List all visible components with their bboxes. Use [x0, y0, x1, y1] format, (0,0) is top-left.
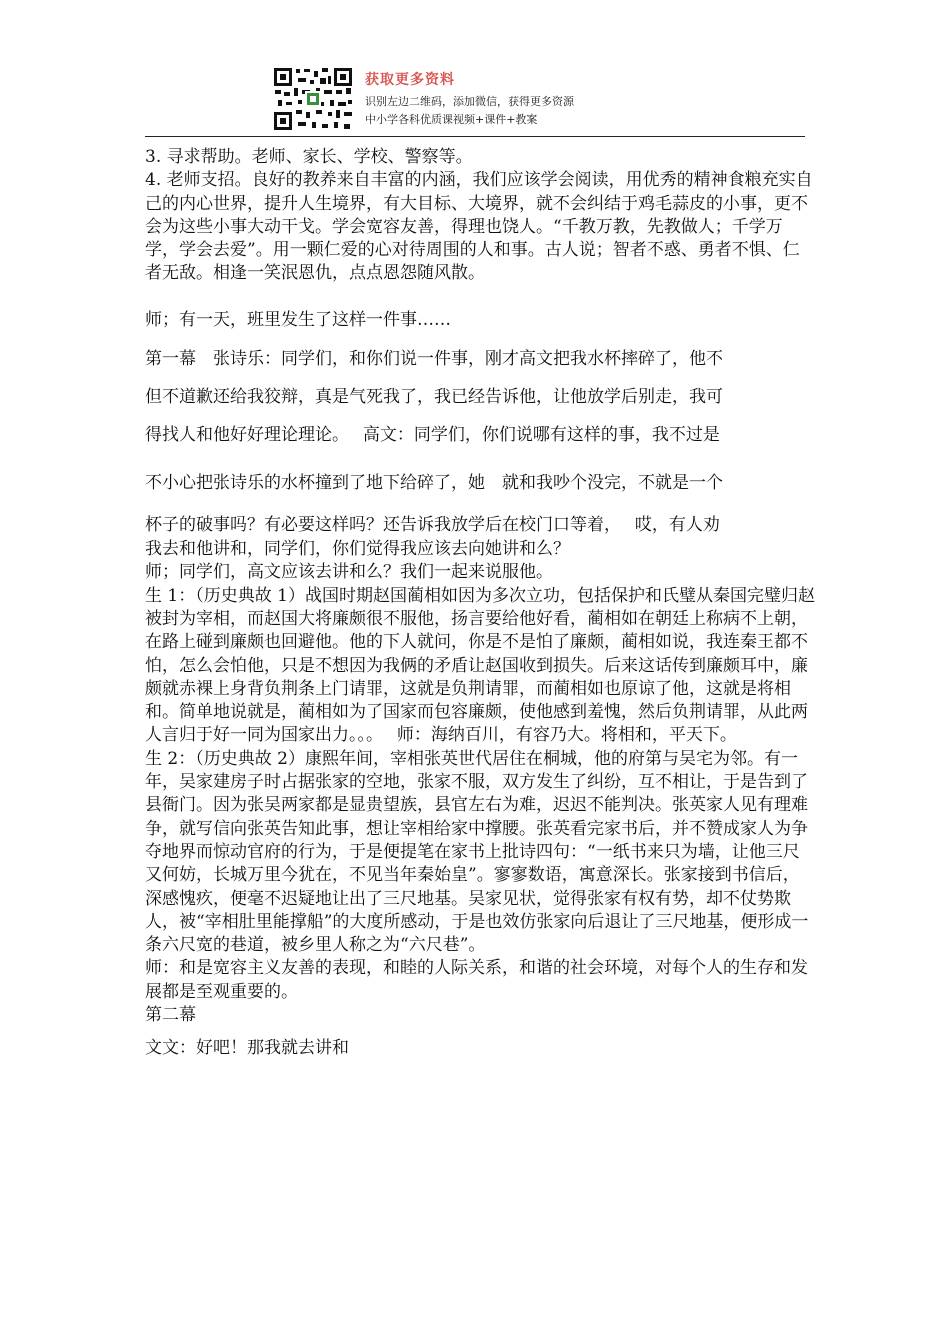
scene1-line5: 杯子的破事吗？有必要这样吗？还告诉我放学后在校门口等着， 哎，有人劝 [145, 515, 720, 536]
scene1-line4: 不小心把张诗乐的水杯撞到了地下给碎了，她 就和我吵个没完，不就是一个 [145, 473, 723, 494]
paragraph-teacher-summary: 师：和是宽容主义友善的表现，和睦的人际关系，和谐的社会环境，对每个人的生存和发展都是至观重要的。 [145, 958, 808, 1002]
document-body [145, 146, 815, 1061]
qr-code-icon[interactable] [272, 66, 354, 132]
header-subtitle: 识别左边二维码，添加微信，获得更多资源 [365, 95, 574, 108]
paragraph-student2-story: 生 2：（历史典故 2）康熙年间，宰相张英世代居住在桐城，他的府第与吴宅为邻。有一年，吴家建房子时占据张家的空地，张家不服，双方发生了纠纷，互不相让，于是告到了县衙门。因为张吴两家都是显贵望族，县官左右为难，迟迟不能判决。张英家人见有理难争，就写信向张英告知此事，想让宰相给家中撑腰。张英看完家书后，并不赞成家人为争夺地界而惊动官府的行为，于是便提笔在家书上批诗四句：“一纸书来只为墙，让他三尺又何妨，长城万里今犹在，不见当年秦始皇”。寥寥数语，寓意深长。张家接到书信后，深感愧疚，便毫不迟疑地让出了三尺地基。吴家见状，觉得张家有权有势，却不仗势欺人，被“宰相肚里能撑船”的大度所感动，于是也效仿张家向后退让了三尺地基，便形成一条六尺宽的巷道，被乡里人称之为“六尺巷”。 [145, 748, 809, 956]
page-header [145, 64, 805, 136]
paragraph-seek-help: 3. 寻求帮助。老师、家长、学校、警察等。 [145, 147, 473, 167]
scene1-line1: 第一幕 张诗乐：同学们，和你们说一件事，刚才高文把我水杯摔碎了，他不 [145, 349, 723, 370]
scene1-line3: 得找人和他好好理论理论。 高文：同学们，你们说哪有这样的事，我不过是 [145, 425, 720, 446]
paragraph-student1-story: 生 1：（历史典故 1）战国时期赵国蔺相如因为多次立功，包括保护和氏璧从秦国完璧归赵被封为宰相，而赵国大将廉颇很不服他，扬言要给他好看，蔺相如在朝廷上称病不上朝，在路上碰到廉颇也回避他。他的下人就问，你是不是怕了廉颇，蔺相如说，我连秦王都不怕，怎么会怕他，只是不想因为我俩的矛盾让赵国收到损失。后来这话传到廉颇耳中，廉颇就赤裸上身背负荆条上门请罪，这就是负荆请罪，而蔺相如也原谅了他，这就是将相和。简单地说就是，蔺相如为了国家而包容廉颇，使他感到羞愧，然后负荆请罪，从此两人言归于好一同为国家出力。。。 师：海纳百川，有容乃大。将相和，平天下。 [145, 585, 815, 746]
paragraph-wenwen: 文文：好吧！那我就去讲和 [145, 1038, 349, 1059]
scene-one [145, 340, 815, 538]
paragraph-teacher-question: 师；同学们，高文应该去讲和么？我们一起来说服他。 [145, 562, 553, 583]
header-divider [145, 136, 805, 137]
scene-two-heading: 第二幕 [145, 1005, 196, 1026]
paragraph-persuade: 我去和他讲和，同学们，你们觉得我应该去向她讲和么？ [145, 539, 570, 560]
paragraph-teacher-tips: 4. 老师支招。良好的教养来自丰富的内涵，我们应该学会阅读，用优秀的精神食粮充实自己的内心世界，提升人生境界，有大目标、大境界，就不会纠结于鸡毛蒜皮的小事，更不会为这些小事大动干戈。学会宽容友善，得理也饶人。“千教万教，先教做人；千学万学，学会去爱”。用一颗仁爱的心对待周围的人和事。古人说；智者不惑、勇者不惧、仁者无敌。相逢一笑泯恩仇，点点恩怨随风散。 [145, 170, 813, 284]
header-resources: 中小学各科优质课视频+课件+教案 [365, 113, 538, 126]
scene1-line2: 但不道歉还给我狡辩，真是气死我了，我已经告诉他，让他放学后别走，我可 [145, 387, 723, 408]
paragraph-teacher-intro: 师；有一天，班里发生了这样一件事…… [145, 309, 451, 330]
header-title: 获取更多资料 [365, 72, 455, 88]
